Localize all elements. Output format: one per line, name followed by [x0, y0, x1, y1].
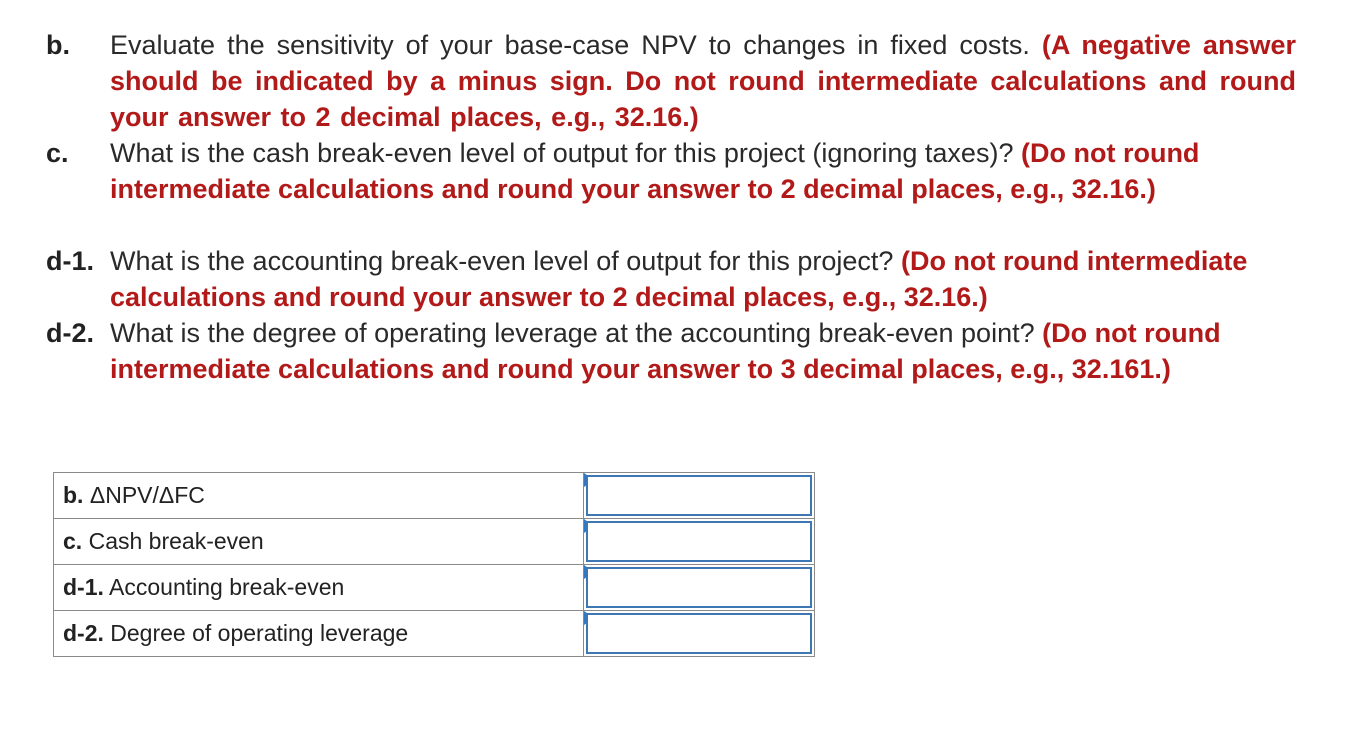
answer-cell — [584, 565, 815, 611]
question-d2 — [46, 315, 1296, 387]
row-label: Degree of operating leverage — [110, 620, 409, 646]
row-prefix: b. — [63, 482, 84, 508]
cash-break-even-input[interactable] — [586, 521, 812, 562]
question-b-text: Evaluate the sensitivity of your base-case NPV to changes in fixed costs. — [110, 30, 1030, 60]
question-d2-instructions: (Do not round intermediate calculations and round your answer to 3 decimal places, e.g., 32.161.) — [110, 318, 1221, 384]
row-label: ΔNPV/ΔFC — [89, 482, 205, 508]
question-d2-body — [110, 315, 1296, 387]
question-d1 — [46, 243, 1296, 315]
question-c-text: What is the cash break-even level of output for this project (ignoring taxes)? — [110, 138, 1014, 168]
row-label: Cash break-even — [88, 528, 264, 554]
row-label-degree-of-operating-leverage — [54, 611, 584, 657]
question-c-body — [110, 135, 1296, 207]
row-label: Accounting break-even — [109, 574, 345, 600]
row-prefix: d-2. — [63, 620, 104, 646]
row-prefix: c. — [63, 528, 83, 554]
table-row — [54, 565, 815, 611]
question-c-instructions: (Do not round intermediate calculations and round your answer to 2 decimal places, e.g., 32.16.) — [110, 138, 1200, 204]
question-d1-marker: d-1. — [46, 246, 95, 276]
question-d2-text: What is the degree of operating leverage at the accounting break-even point? — [110, 318, 1035, 348]
question-d1-body — [110, 243, 1296, 315]
question-b-instructions: (A negative answer should be indicated by a minus sign. Do not round intermediate calculations and round your answer to 2 decimal places, e.g., 32.16.) — [110, 30, 1296, 132]
answer-table — [53, 472, 815, 657]
question-d1-text: What is the accounting break-even level of output for this project? — [110, 246, 894, 276]
row-prefix: d-1. — [63, 574, 104, 600]
question-d2-marker: d-2. — [46, 318, 95, 348]
row-label-accounting-break-even — [54, 565, 584, 611]
table-row — [54, 519, 815, 565]
question-c — [46, 135, 1296, 207]
answer-cell — [584, 473, 815, 519]
question-d1-instructions: (Do not round intermediate calculations and round your answer to 2 decimal places, e.g., 32.16.) — [110, 246, 1248, 312]
answer-cell — [584, 519, 815, 565]
question-b — [46, 27, 1296, 135]
accounting-break-even-input[interactable] — [586, 567, 812, 608]
table-row — [54, 473, 815, 519]
question-b-marker: b. — [46, 30, 70, 60]
row-label-cash-break-even — [54, 519, 584, 565]
table-row — [54, 611, 815, 657]
question-b-body — [110, 27, 1296, 135]
npv-sensitivity-input[interactable] — [586, 475, 812, 516]
question-c-marker: c. — [46, 138, 69, 168]
degree-of-operating-leverage-input[interactable] — [586, 613, 812, 654]
row-label-npv-sensitivity — [54, 473, 584, 519]
answer-cell — [584, 611, 815, 657]
